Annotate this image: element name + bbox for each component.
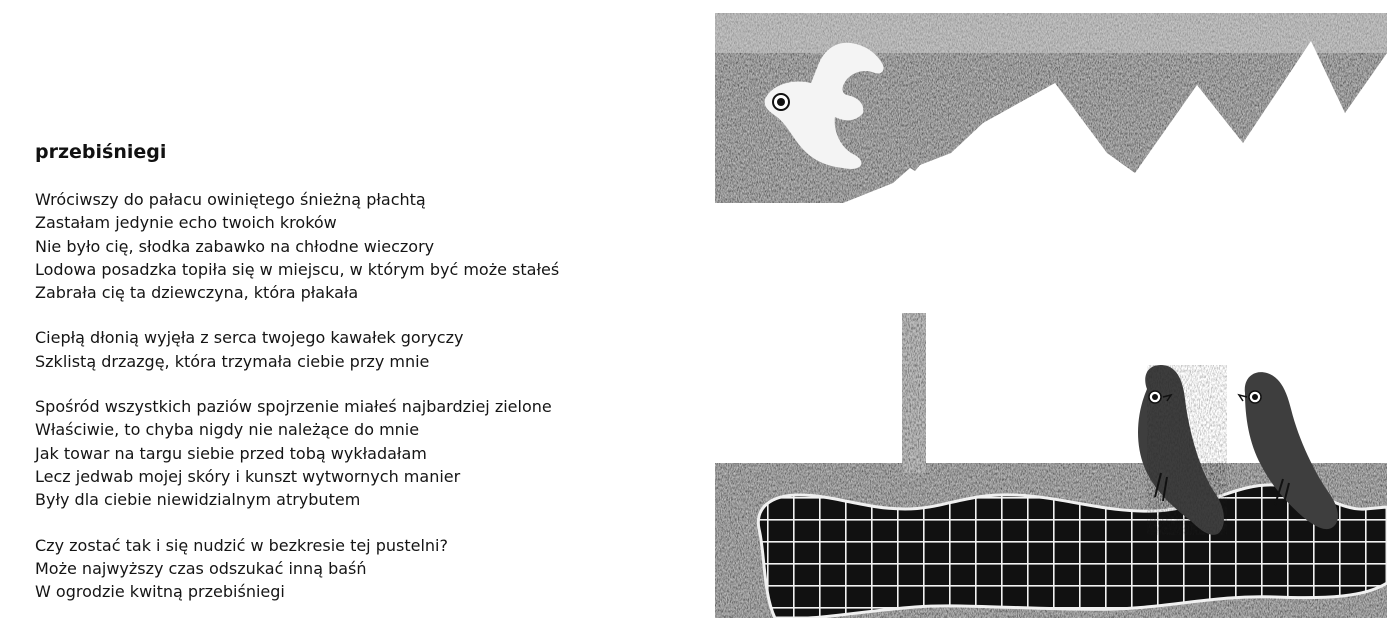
poem-line: Nie było cię, słodka zabawko na chłodne wieczory (35, 236, 435, 256)
poem-line: Były dla ciebie niewidzialnym atrybutem (35, 490, 361, 510)
poem-line: Właściwie, to chyba nigdy nie należące do mnie (35, 420, 420, 440)
dark-bird-left (1138, 365, 1227, 535)
poem-line: Zastałam jedynie echo twoich kroków (35, 213, 337, 233)
poem-line: Może najwyższy czas odszukać inną baśń (35, 558, 367, 578)
poem-stanza (35, 326, 675, 373)
poem-line: Wróciwszy do pałacu owiniętego śnieżną płachtą (35, 190, 426, 209)
poem-stanza (35, 534, 675, 604)
poem-line: W ogrodzie kwitną przebiśniegi (35, 582, 285, 602)
poem-line: Lodowa posadzka topiła się w miejscu, w którym być może stałeś (35, 259, 560, 279)
poem-stanzas (35, 188, 675, 603)
illustration-collage (715, 13, 1387, 618)
poem-stanza (35, 395, 675, 511)
poem-line: Ciepłą dłonią wyjęła z serca twojego kawałek goryczy (35, 328, 464, 348)
poem-title: przebiśniegi (35, 141, 167, 163)
poem-line: Lecz jedwab mojej skóry i kunszt wytwornych manier (35, 466, 461, 486)
poem-line: Czy zostać tak i się nudzić w bezkresie tej pustelni? (35, 535, 448, 555)
poem-line: Jak towar na targu siebie przed tobą wykładałam (35, 443, 427, 463)
poem-stanza (35, 188, 675, 304)
poem-line: Szklistą drzazgę, która trzymała ciebie przy mnie (35, 351, 430, 371)
poem-line: Spośród wszystkich paziów spojrzenie miałeś najbardziej zielone (35, 397, 552, 417)
illustration (715, 13, 1387, 618)
poem-line: Zabrała cię ta dziewczyna, która płakała (35, 283, 359, 303)
poem (35, 140, 675, 625)
